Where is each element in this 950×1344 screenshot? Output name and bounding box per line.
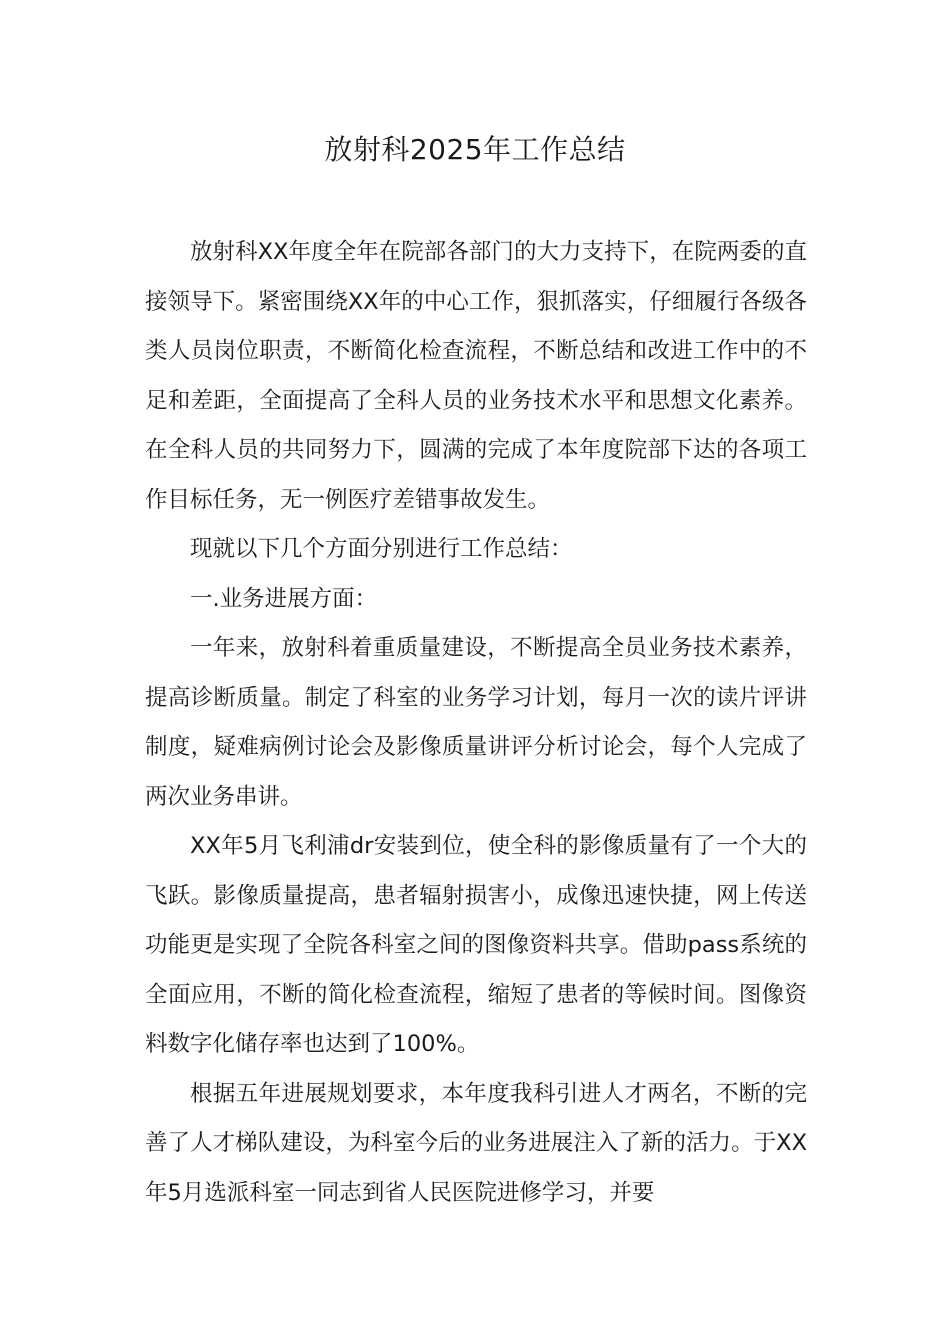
paragraph-quality: 一年来，放射科着重质量建设，不断提高全员业务技术素养，提高诊断质量。制定了科室的业务学习计划，每月一次的读片评讲制度，疑难病例讨论会及影像质量讲评分析讨论会，每个人完成了两次业务串讲。 (145, 635, 807, 810)
section-heading-business: 一.业务进展方面： (190, 585, 378, 612)
paragraph-dr-install: XX年5月飞利浦dr安装到位，使全科的影像质量有了一个大的飞跃。影像质量提高，患者辐射损害小，成像迅速快捷，网上传送功能更是实现了全院各科室之间的图像资料共享。借助pass系统的全面应用，不断的简化检查流程，缩短了患者的等候时间。图像资料数字化储存率也达到了100%。 (145, 833, 807, 1057)
paragraph-intro: 放射科XX年度全年在院部各部门的大力支持下，在院两委的直接领导下。紧密围绕XX年的中心工作，狠抓落实，仔细履行各级各类人员岗位职责，不断简化检查流程，不断总结和改进工作中的不足和差距，全面提高了全科人员的业务技术水平和思想文化素养。在全科人员的共同努力下，圆满的完成了本年度院部下达的各项工作目标任务，无一例医疗差错事故发生。 (145, 239, 807, 513)
paragraph-summary-lead: 现就以下几个方面分别进行工作总结： (190, 536, 573, 562)
document-body (145, 228, 807, 1218)
paragraph-talent: 根据五年进展规划要求，本年度我科引进人才两名，不断的完善了人才梯队建设，为科室今后的业务进展注入了新的活力。于XX年5月选派科室一同志到省人民医院进修学习，并要 (145, 1080, 807, 1206)
document-title: 放射科2025年工作总结 (324, 133, 626, 166)
